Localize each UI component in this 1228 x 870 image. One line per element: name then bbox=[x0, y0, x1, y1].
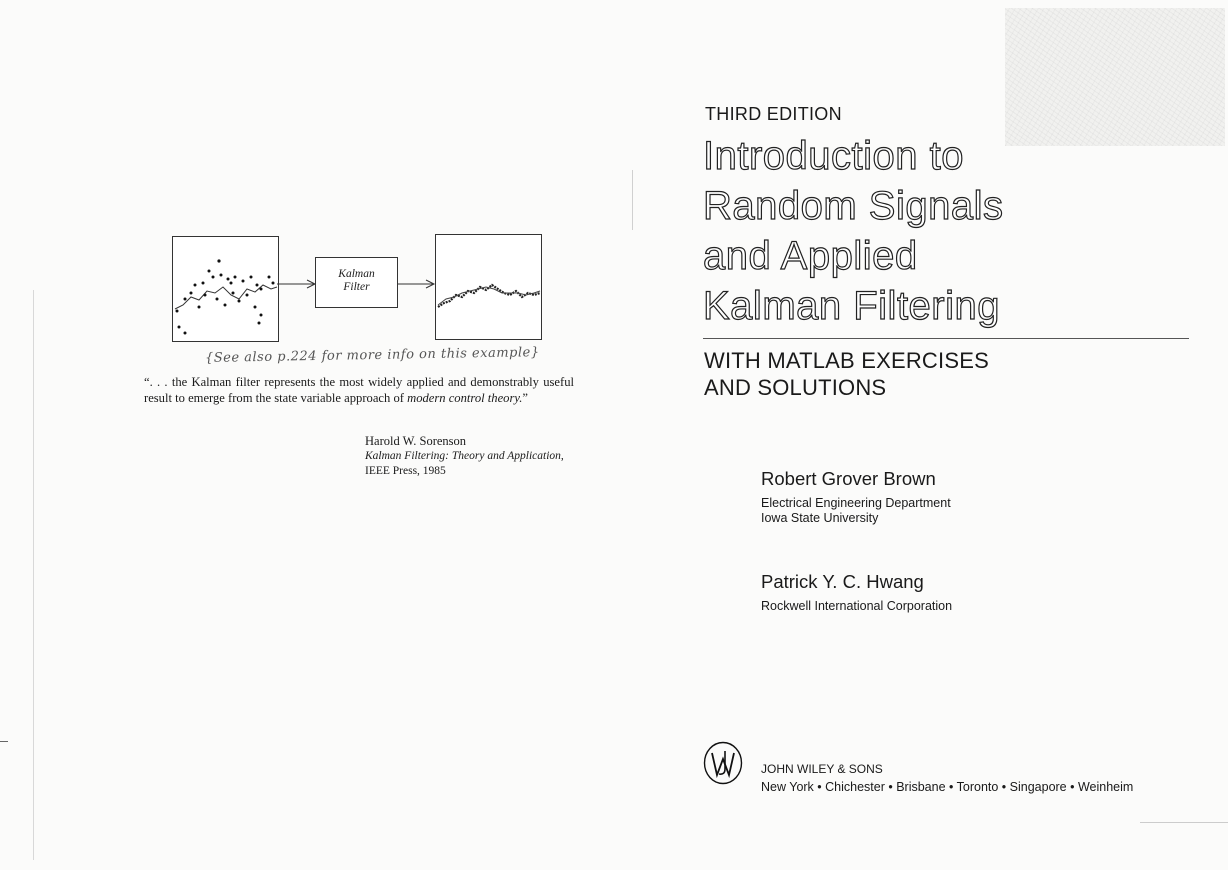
edition-label: THIRD EDITION bbox=[705, 104, 842, 124]
noisy-measurements-plot bbox=[172, 236, 279, 342]
attribution-publisher: IEEE Press, 1985 bbox=[365, 465, 446, 477]
attribution-source: Kalman Filtering: Theory and Application, bbox=[365, 450, 564, 462]
noisy-measurements-svg bbox=[173, 237, 278, 341]
edge-tick bbox=[0, 741, 8, 742]
title-line-3: and Applied bbox=[703, 234, 918, 278]
author-1-affiliation-2: Iowa State University bbox=[761, 511, 879, 525]
publisher-block bbox=[761, 760, 1133, 796]
quote-emphasis: modern control theory. bbox=[407, 390, 523, 405]
quote-close: ” bbox=[522, 390, 528, 405]
title-rule bbox=[703, 338, 1189, 339]
arrow-to-estimate bbox=[398, 278, 436, 290]
scan-texture bbox=[1005, 8, 1225, 146]
attribution-name: Harold W. Sorenson bbox=[365, 434, 467, 448]
corner-rule bbox=[1140, 822, 1228, 823]
subtitle-line-2: AND SOLUTIONS bbox=[704, 375, 887, 400]
epigraph-attribution bbox=[365, 434, 564, 479]
subtitle-line-1: WITH MATLAB EXERCISES bbox=[704, 348, 989, 373]
author-1-name: Robert Grover Brown bbox=[761, 468, 936, 489]
arrow-to-filter bbox=[277, 278, 317, 290]
author-2-name: Patrick Y. C. Hwang bbox=[761, 571, 924, 592]
filter-label-line1: Kalman bbox=[338, 268, 375, 280]
wiley-logo-icon bbox=[703, 741, 743, 785]
quote-text: “. . . the Kalman filter represents the most widely applied and demonstrably useful result to emerge from the state variable approach of bbox=[144, 375, 574, 405]
publisher-cities: New York • Chichester • Brisbane • Toronto • Singapore • Weinheim bbox=[761, 780, 1134, 794]
filtered-estimate-svg bbox=[436, 235, 541, 339]
epigraph-quote bbox=[144, 375, 574, 406]
filter-label-line2: Filter bbox=[343, 281, 370, 293]
page-edge-line bbox=[33, 290, 34, 860]
author-1-affiliation-1: Electrical Engineering Department bbox=[761, 496, 951, 510]
estimate-curve bbox=[438, 285, 540, 307]
title-line-4: Kalman Filtering bbox=[703, 284, 1001, 328]
filtered-estimate-plot bbox=[435, 234, 542, 340]
title-line-2: Random Signals bbox=[703, 184, 1004, 228]
title-line-1: Introduction to bbox=[703, 134, 964, 178]
author-2-affiliation: Rockwell International Corporation bbox=[761, 599, 953, 613]
gutter-line bbox=[632, 170, 633, 230]
handwritten-note: {See also p.224 for more info on this example} bbox=[204, 345, 540, 366]
kalman-filter-box bbox=[315, 257, 398, 308]
publisher-name: JOHN WILEY & SONS bbox=[761, 762, 883, 776]
